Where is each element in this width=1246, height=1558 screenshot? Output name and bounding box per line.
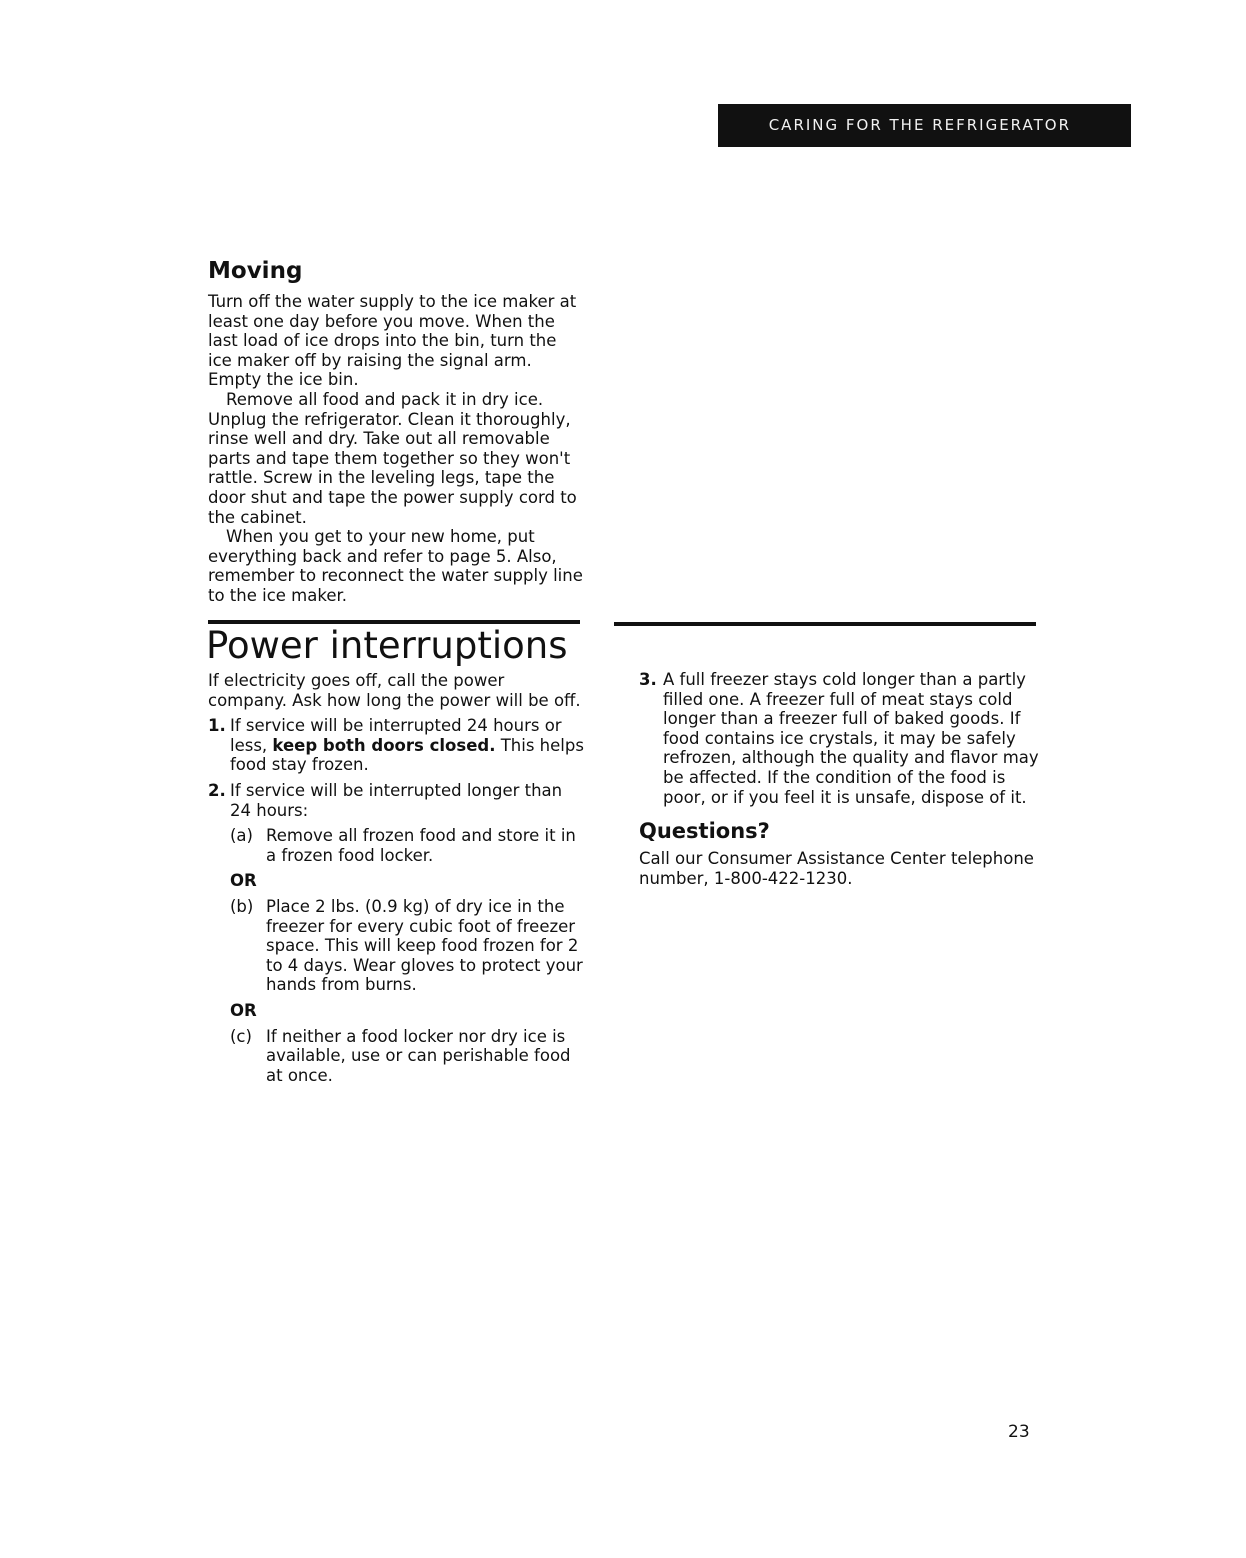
- list-number: 1.: [208, 716, 226, 736]
- power-interruptions-right-column: [639, 670, 1039, 888]
- list-item-text: If service will be interrupted longer than 24 hours:: [230, 780, 563, 820]
- list-item-text: [230, 716, 584, 775]
- moving-heading: Moving: [208, 258, 303, 284]
- sub-item-c: [230, 1027, 584, 1086]
- moving-section: [208, 256, 584, 606]
- section-header-bar: [718, 104, 1131, 147]
- list-item-1: [208, 716, 584, 775]
- keep-doors-closed-emphasis: keep both doors closed.: [272, 735, 496, 755]
- list-item-text: A full freezer stays cold longer than a partly filled one. A freezer full of meat stays cold longer than a freezer full of baked goods. If food contains ice crystals, it may be safely refrozen, although the quality and flavor may be affected. If the condition of the food is poor, or if you feel it is unsafe, dispose of it.: [663, 670, 1039, 807]
- moving-paragraph-2: Remove all food and pack it in dry ice. Unplug the refrigerator. Clean it thoroughly, rinse well and dry. Take out all removable parts and tape them together so they won't rattle. Screw in the leveling legs, tape the door shut and tape the power supply cord to the cabinet.: [208, 389, 577, 527]
- list-item-text-start: If service will be interrupted 24 hours or less,: [230, 716, 562, 755]
- sub-item-a: [230, 826, 584, 865]
- list-item-2: [208, 781, 584, 820]
- sub-item-text: Remove all frozen food and store it in a frozen food locker.: [266, 826, 576, 865]
- or-separator: OR: [230, 1000, 257, 1020]
- sub-item-b: [230, 897, 584, 995]
- sub-item-label: (b): [230, 896, 254, 916]
- moving-paragraph-1: Turn off the water supply to the ice maker at least one day before you move. When the last load of ice drops into the bin, turn the ice maker off by raising the signal arm. Empty the ice bin.: [208, 292, 577, 390]
- questions-heading: Questions?: [639, 819, 770, 844]
- sub-item-label: (a): [230, 826, 253, 846]
- sub-item-text: If neither a food locker nor dry ice is available, use or can perishable food at once.: [266, 1026, 571, 1085]
- sub-item-label: (c): [230, 1026, 252, 1046]
- questions-text: Call our Consumer Assistance Center telephone number, 1-800-422-1230.: [639, 849, 1034, 888]
- section-divider-right: [614, 622, 1036, 626]
- power-interruptions-left-column: [208, 671, 584, 1085]
- list-item-text-end: This helps food stay frozen.: [230, 735, 584, 775]
- moving-paragraph-3: When you get to your new home, put everything back and refer to page 5. Also, remember to reconnect the water supply line to the ice maker.: [208, 527, 583, 605]
- power-interruptions-heading: Power interruptions: [206, 624, 568, 667]
- list-item-3: [639, 670, 1039, 807]
- or-separator: OR: [230, 871, 257, 891]
- list-number: 2.: [208, 780, 226, 800]
- section-header-label: CARING FOR THE REFRIGERATOR: [768, 116, 1071, 134]
- page-number: 23: [1008, 1422, 1030, 1442]
- power-intro: If electricity goes off, call the power company. Ask how long the power will be off.: [208, 671, 581, 710]
- list-number: 3.: [639, 670, 657, 689]
- sub-item-text: Place 2 lbs. (0.9 kg) of dry ice in the freezer for every cubic foot of freezer space. This will keep food frozen for 2 to 4 days. Wear gloves to protect your hands from burns.: [266, 896, 583, 995]
